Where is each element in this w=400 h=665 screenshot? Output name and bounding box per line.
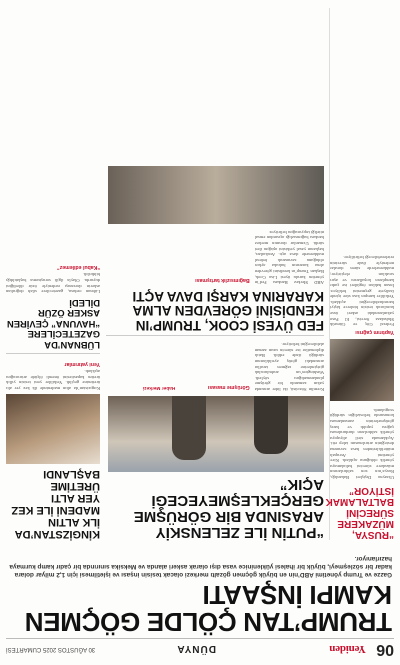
- putin-byline: Haber Merkezi: [142, 385, 176, 390]
- russia-headline: “RUSYA, MÜZAKERE SÜRECİNİ BALTALAMAK İSTİYOR”: [325, 485, 394, 540]
- center-column: [106, 8, 324, 540]
- putin-story-text: [106, 340, 324, 392]
- main-story-body: [330, 253, 394, 328]
- lebanon-body-paragraph: Lübnan ordusu, gazetecilere silah doğrultan askerin davranışı nedeniyle özür dilediğini duyurdu. Olayla ilgili soruşturma başlatıldığı bildirildi.: [6, 272, 100, 295]
- page-number: 06: [376, 641, 394, 658]
- china-body: [6, 359, 100, 391]
- russia-subhead: Yaptırım çağrısı: [355, 329, 394, 336]
- dateline: 30 AĞUSTOS 2025 CUMARTESİ: [6, 646, 96, 652]
- fed-photo: [108, 166, 324, 224]
- newspaper-logo: Yeniden: [329, 643, 366, 655]
- putin-subhead: Görüşme masası: [207, 384, 250, 390]
- china-body-paragraph: Kırgızistan’da altın madeninde ilk kez yer altı üretimine geçildi. Yetkililer yeni tesisin yıllık üretim kapasitesini önemli ölçüde artıracağını açıkladı.: [6, 369, 100, 391]
- main-story-header: [6, 554, 392, 635]
- russia-body: [330, 405, 394, 480]
- trump-photo: [108, 396, 324, 472]
- lebanon-subhead: “Kabul edilemez”: [57, 263, 100, 270]
- putin-headline: “PUTİN İLE ZELENSKİY ARASINDA BİR GÖRÜŞME GERÇEKLEŞMEYECEĞİ AÇIK”: [133, 476, 324, 541]
- fed-story-text: [106, 227, 324, 285]
- fed-body-3: [106, 227, 175, 285]
- fed-body: [255, 227, 324, 285]
- fed-headline: FED ÜYESİ COOK, TRUMP’IN KENDİSİNİ GÖREVDEN ALMA KARARINA KARŞI DAVA AÇTI: [106, 288, 324, 336]
- putin-body: [255, 340, 324, 392]
- right-column: [6, 8, 100, 540]
- mine-photo: [6, 394, 100, 464]
- fed-body-2: [180, 227, 249, 285]
- russia-body-paragraph: Ukrayna Dışişleri Bakanlığı, Rusya’nın son saldırılarının müzakere sürecini baltalamaya yönelik olduğunu açıkladı. Kiev yönetimi Avrupalı müttefiklerinden hava savunma desteğinin artırılmasını talep etti. Açıklamada sivil altyapıya yönelik saldırıların durdurulması çağrısı yapıldı ve barış görüşmelerinin zamanlaması konusunda belirsizliğin sürdüğü vurgulandı.: [330, 407, 394, 480]
- putin-body-2: [180, 340, 249, 392]
- photo-figure: [172, 396, 206, 460]
- china-headline: KİNGİZSTAN’DA İLK ALTIN MADENİ İLE KEZ YER ALTI ÜRETİME BAŞLANDI: [11, 468, 100, 540]
- china-subhead: Yeni yatırımlar: [64, 360, 100, 367]
- lebanon-headline: LÜBNAN’DA GAZETECİLERE “HAVUNA” ÇEVİREN ASKER ÖZÜR DİLEDİ: [6, 297, 100, 354]
- russia-column: [325, 8, 394, 540]
- section-label: DÜNYA: [176, 643, 216, 654]
- lebanon-body: [6, 262, 100, 294]
- fed-subhead: Bağımsızlık tartışması: [195, 277, 250, 284]
- russia-photo: [330, 339, 394, 401]
- fed-body-paragraph: ABD Merkez Bankası Fed’in yönetim kurulu üyesi Lisa Cook, Başkan Trump’ın kendisini görevden alma kararının hukuka aykırı olduğunu savunarak federal mahkemede dava açtı. Avukatları, başkanın yasal yetkisini aştığını ileri sürdü. Uzmanlar davanın merkez bankası bağımsızlığı açısından emsal niteliği taşıyacağını belirtiyor.: [254, 229, 324, 286]
- masthead: [6, 638, 394, 659]
- putin-body-3: [106, 340, 175, 392]
- main-body-paragraph: Federal Göç ve Gümrük Muhafaza Servisi, El Paso yakınlarındaki askeri üsse kurulacak tesisin binlerce kişiyi barındırabileceğini açıkladı. Yetkililer kampın kısa süre içinde faaliyete geçmesini bekliyor. İnsan hakları örgütleri ise çadır kampların koşullarını ve aşırı sıcakları eleştiriyor; mahkemelerde süren davalar nedeniyle ihale sürecinin ertelenebileceği belirtiliyor.: [330, 255, 394, 328]
- main-deck: Gazze ve Trump yönetimi ABD’nin en büyük göçmen gözaltı merkezi olacak tesisin inşası ve işletilmesi için 1,2 milyar dolara kadar bir sözleşmeyi, büyük bir ihalesi yükleninice vasa dışı olarak askeri alanda ve Meksika sınırında bir çadır kamp kurmaya hazırlanıyor.: [9, 555, 392, 578]
- photo-figure: [254, 396, 288, 454]
- putin-body-paragraph: Kremlin Sözcüsü, iki lider arasında yakın zamanda bir görüşme planlanmadığını söyledi. Washington’un arabuluculuk girişimlerine rağmen taraflar arasındaki görüş ayrılıklarının sürdüğü ifade edildi. Batılı diplomatlar ise sürecin uzun zaman alabileceğini belirtiyor.: [254, 342, 324, 392]
- main-headline: TRUMP’TAN ÇÖLDE GÖÇMEN KAMPI İNŞAATI: [24, 580, 392, 637]
